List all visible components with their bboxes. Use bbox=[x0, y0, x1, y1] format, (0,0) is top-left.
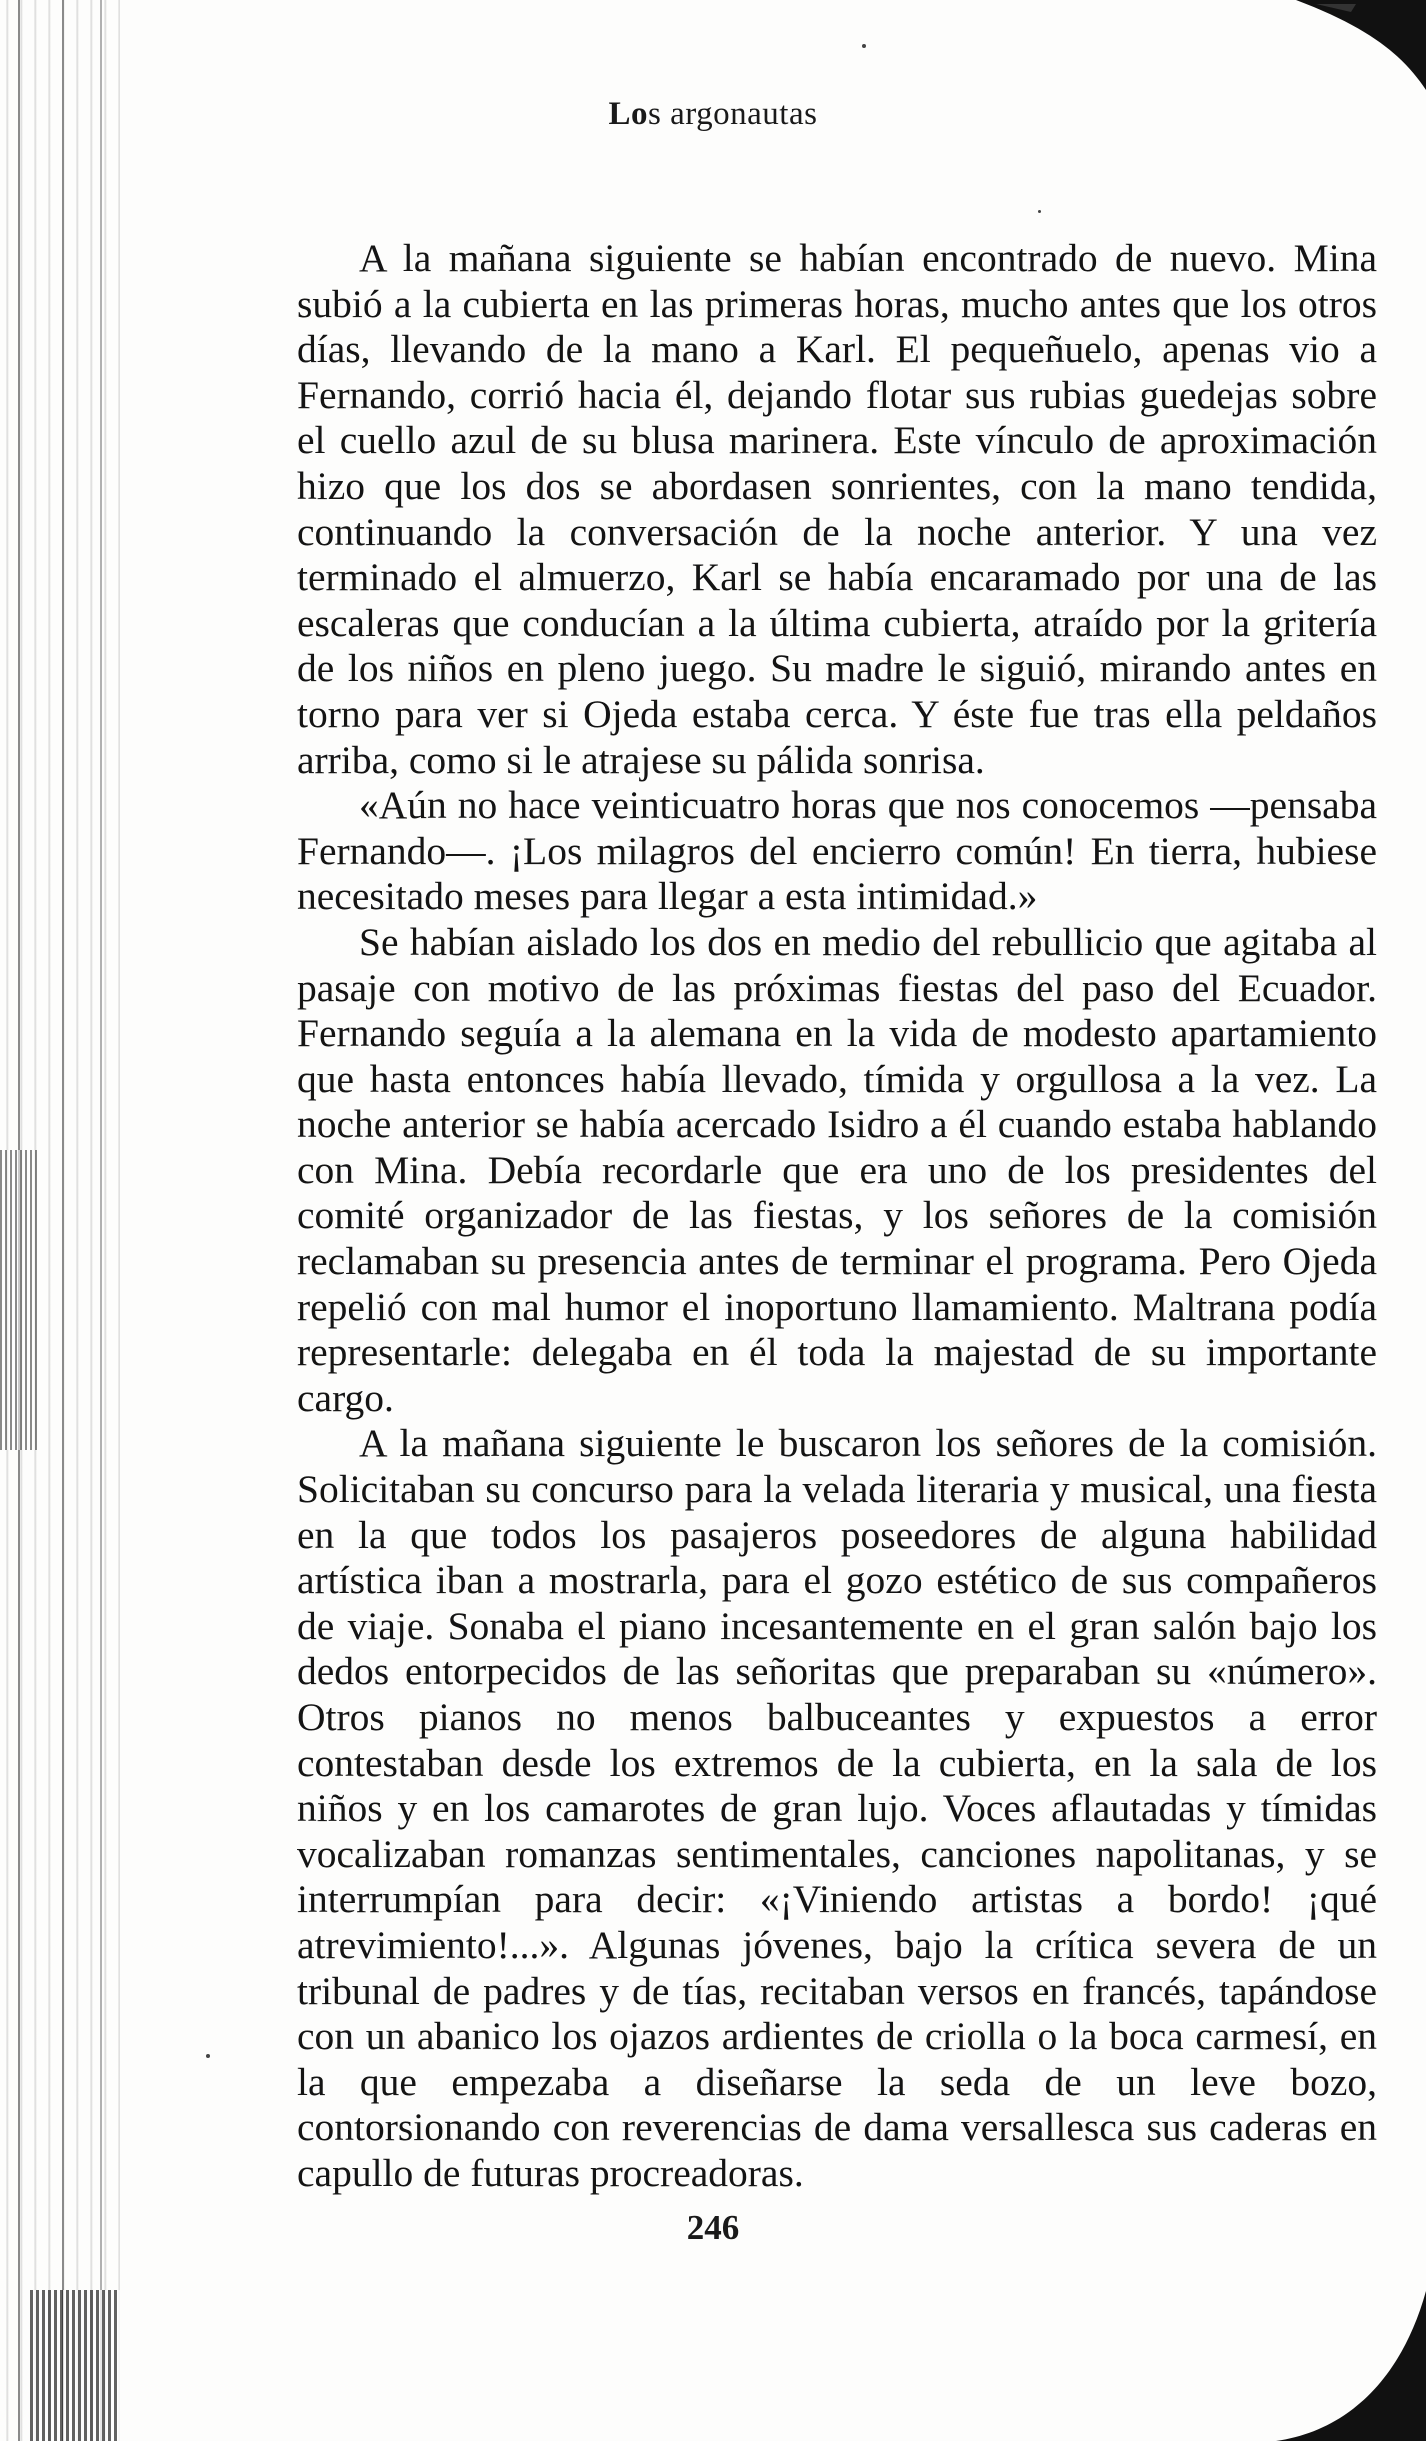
paragraph-4: A la mañana siguiente le buscaron los señores de la comisión. Solicitaban su concurso para la velada literaria y musical, una fiesta en la que todos los pasajeros poseedores de alguna habilidad artística iban a mostrarla, para el gozo estético de sus compañeros de viaje. Sonaba el piano incesantemente en el gran salón bajo los dedos entorpecidos de las señoritas que preparaban su «número». Otros pianos no menos balbuceantes y expuestos a error contestaban desde los extremos de la cubierta, en la sala de los niños y en los camarotes de gran lujo. Voces aflautadas y tímidas vocalizaban romanzas sentimentales, canciones napolitanas, y se interrumpían para decir: «¡Viniendo artistas a bordo! ¡qué atrevimiento!...». Algunas jóvenes, bajo la crítica severa de un tribunal de padres y de tías, recitaban versos en francés, tapándose con un abanico los ojazos ardientes de criolla o la boca carmesí, en la que empezaba a diseñarse la seda de un leve bozo, contorsionando con reverencias de dama versallesca sus caderas en capullo de futuras procreadoras. bbox=[297, 1421, 1377, 2195]
scan-speck bbox=[1038, 210, 1041, 213]
scan-corner-artifact-top bbox=[1256, 0, 1426, 90]
binding-artifact bbox=[0, 1150, 40, 1450]
running-head bbox=[0, 96, 1426, 133]
binding-line bbox=[100, 0, 102, 2441]
scan-corner-artifact-bottom bbox=[1276, 2291, 1426, 2441]
paragraph-3: Se habían aislado los dos en medio del rebullicio que agitaba al pasaje con motivo de las próximas fiestas del paso del Ecuador. Fernando seguía a la alemana en la vida de modesto apartamiento que hasta entonces había llevado, tímida y orgullosa a la vez. La noche anterior se había acercado Isidro a él cuando estaba hablando con Mina. Debía recordarle que era uno de los presidentes del comité organizador de las fiestas, y los señores de la comisión reclamaban su presencia antes de terminar el programa. Pero Ojeda repelió con mal humor el inoportuno llamamiento. Maltrana podía representarle: delegaba en él toda la majestad de su importante cargo. bbox=[297, 919, 1377, 1420]
body-text bbox=[297, 236, 1377, 2197]
binding-line bbox=[62, 0, 64, 2441]
scan-speck bbox=[206, 2054, 210, 2058]
paragraph-2: «Aún no hace veinticuatro horas que nos conocemos —pensaba Fernando—. ¡Los milagros del encierro común! En tierra, hubiese necesitado meses para llegar a esta intimidad.» bbox=[297, 783, 1377, 919]
running-head-title: s argonautas bbox=[648, 96, 818, 132]
paragraph-1: A la mañana siguiente se habían encontrado de nuevo. Mina subió a la cubierta en las primeras horas, mucho antes que los otros días, llevando de la mano a Karl. El pequeñuelo, apenas vio a Fernando, corrió hacia él, dejando flotar sus rubias guedejas sobre el cuello azul de su blusa marinera. Este vínculo de aproximación hizo que los dos se abordasen sonrientes, con la mano tendida, continuando la conversación de la noche anterior. Y una vez terminado el almuerzo, Karl se había encaramado por una de las escaleras que conducían a la última cubierta, atraído por la gritería de los niños en pleno juego. Su madre le siguió, mirando antes en torno para ver si Ojeda estaba cerca. Y éste fue tras ella peldaños arriba, como si le atrajese su pálida sonrisa. bbox=[297, 236, 1377, 782]
scan-speck bbox=[862, 44, 866, 48]
page-number: 246 bbox=[686, 2208, 740, 2247]
running-head-initial: Lo bbox=[608, 96, 649, 132]
binding-artifact-bottom bbox=[30, 2290, 120, 2441]
